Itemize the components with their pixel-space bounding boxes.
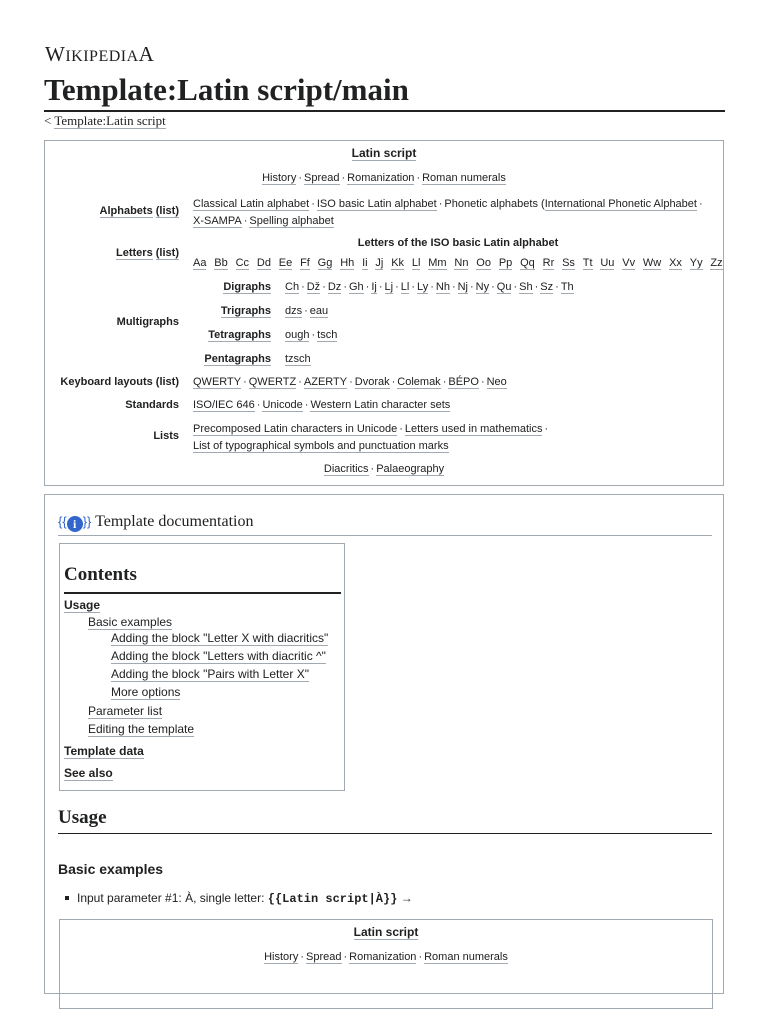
usage-heading: Usage — [58, 807, 107, 828]
doc-divider — [58, 535, 712, 536]
group-keyboard-layouts: Keyboard layouts (list) — [60, 376, 179, 388]
link-roman-numerals[interactable]: Roman numerals — [422, 172, 506, 184]
pentagraphs-label: Pentagraphs — [204, 353, 271, 365]
trigraphs-label: Trigraphs — [220, 305, 271, 317]
toc-item-editing-template[interactable]: Editing the template — [88, 722, 195, 736]
navbox-top-links: History · Spread · Romanization · Roman numerals — [262, 172, 506, 184]
link-spread[interactable]: Spread — [304, 172, 340, 184]
toc-item-parameter-list[interactable]: Parameter list — [88, 704, 163, 718]
group-letters: Letters (list) — [116, 247, 179, 259]
toc-item-pairs-letter-x[interactable]: Adding the block "Pairs with Letter X" — [111, 667, 309, 681]
latin-script-navbox — [44, 140, 724, 486]
navbox-bottom-links: Diacritics · Palaeography — [323, 463, 445, 475]
toc-item-basic-examples[interactable]: Basic examples — [88, 615, 173, 629]
title-divider — [44, 110, 725, 112]
breadcrumb-link[interactable]: Template:Latin script — [54, 113, 166, 128]
breadcrumb: < Template:Latin script — [44, 113, 166, 128]
toc-item-see-also[interactable]: See also — [64, 766, 113, 780]
basic-examples-heading: Basic examples — [58, 861, 164, 877]
group-lists: Lists — [153, 430, 179, 442]
toc-divider — [64, 592, 341, 594]
keyboard-layouts-list: QWERTY · QWERTZ · AZERTY · Dvorak · Colemak · BÉPO · Neo — [193, 376, 507, 388]
example-code: {{Latin script|À}} — [267, 892, 398, 906]
example-bullet: Input parameter #1: À, single letter: {{Latin script|À}} → — [65, 891, 413, 906]
toc-title: Contents — [64, 564, 137, 585]
example-navbox-title[interactable]: Latin script — [353, 925, 419, 939]
group-standards: Standards — [125, 399, 179, 411]
tetragraphs-list: ough · tsch — [285, 329, 338, 341]
standards-list: ISO/IEC 646 · Unicode · Western Latin character sets — [193, 399, 451, 411]
toc-item-letters-diacritic[interactable]: Adding the block "Letters with diacritic ^" — [111, 649, 326, 663]
info-icon: {{ i }} — [58, 514, 92, 531]
bullet-icon — [65, 896, 69, 900]
alphabets-list: Classical Latin alphabet · ISO basic Latin alphabet · Phonetic alphabets (International Phonetic Alphabet · X-SAMPA · Spelling alphabet — [193, 198, 703, 227]
trigraphs-list: dzs · eau — [285, 305, 329, 317]
letters-heading: Letters of the ISO basic Latin alphabet — [357, 237, 559, 249]
example-navbox-links: History · Spread · Romanization · Roman numerals — [264, 951, 508, 963]
navbox-title[interactable]: Latin script — [351, 146, 417, 160]
link-history[interactable]: History — [262, 172, 297, 184]
digraphs-list: Ch · Dž · Dz · Gh · Ij · Lj · Ll · Ly · Nh · Nj · Ny · Qu · Sh · Sz · Th — [285, 281, 574, 293]
tetragraphs-label: Tetragraphs — [208, 329, 271, 341]
doc-heading: {{ i }} Template documentation — [58, 513, 254, 531]
lists-list: Precomposed Latin characters in Unicode · Letters used in mathematics · List of typographical symbols and punctuation marks — [193, 423, 549, 452]
page-title: Template:Latin script/main — [44, 72, 409, 107]
group-alphabets: Alphabets (list) — [99, 205, 179, 217]
toc-item-more-options[interactable]: More options — [111, 685, 181, 699]
digraphs-label: Digraphs — [223, 281, 271, 293]
example-navbox — [59, 919, 713, 1009]
group-multigraphs: Multigraphs — [116, 316, 179, 328]
link-romanization[interactable]: Romanization — [347, 172, 415, 184]
toc-item-template-data[interactable]: Template data — [64, 744, 144, 758]
pentagraphs-list: tzsch — [285, 353, 311, 365]
template-documentation — [44, 494, 724, 994]
toc-item-usage[interactable]: Usage — [64, 598, 101, 612]
usage-divider — [58, 833, 712, 834]
letters-row: Aa Bb Cc Dd Ee Ff Gg Hh Ii Jj Kk Ll Mm Nn Oo Pp Qq Rr Ss Tt Uu Vv Ww Xx Yy Zz — [193, 257, 723, 269]
wikipedia-wordmark[interactable]: WIKIPEDIAA — [45, 42, 155, 66]
toc-item-letter-x-diacritics[interactable]: Adding the block "Letter X with diacritics" — [111, 631, 329, 645]
table-of-contents — [59, 543, 345, 791]
